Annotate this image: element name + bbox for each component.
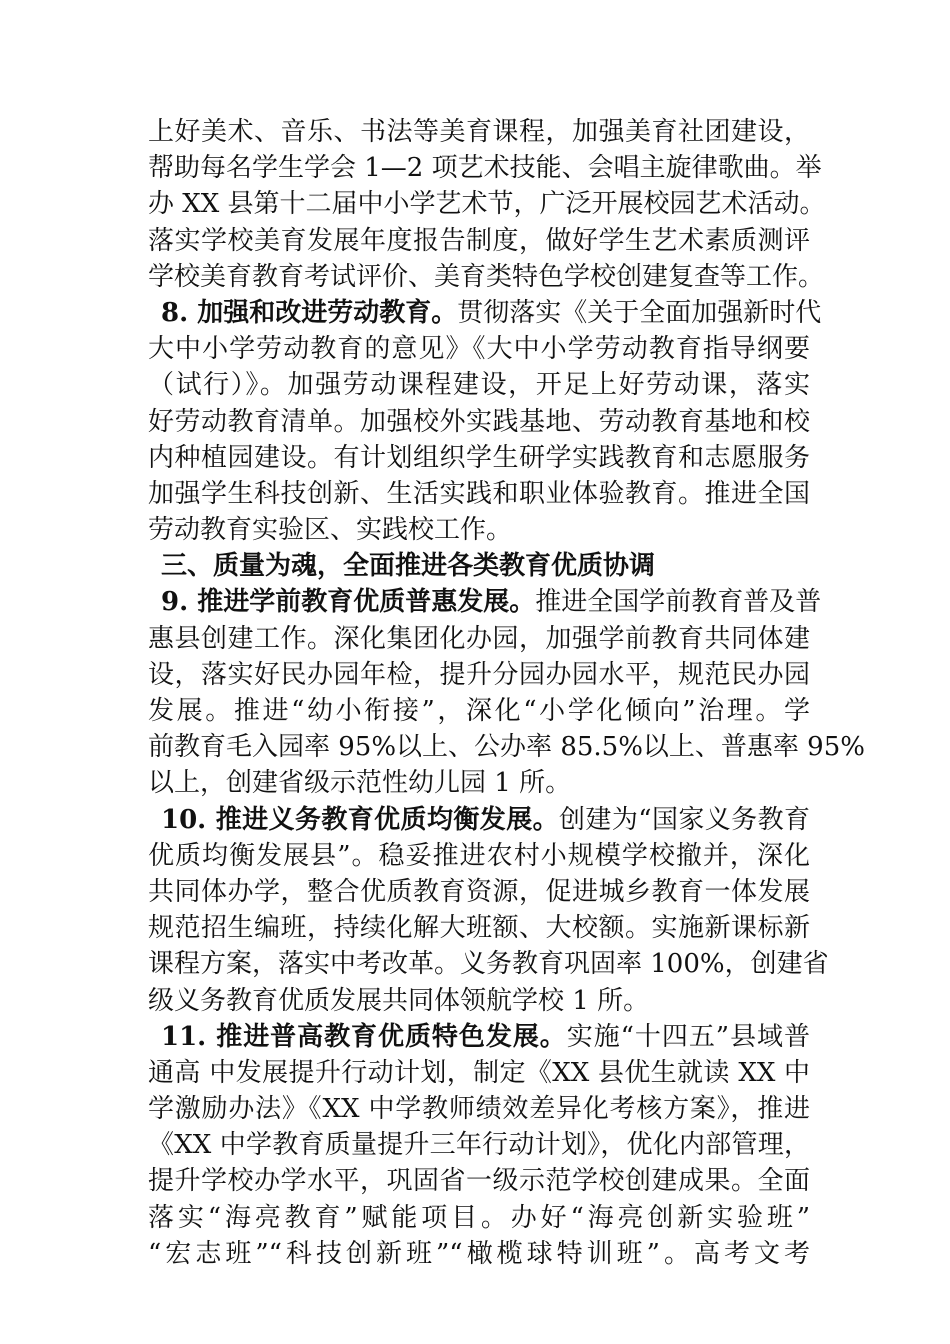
text-line xyxy=(148,259,825,295)
text-line xyxy=(148,693,810,729)
body-text: 内种植园建设。有计划组织学生研学实践教育和志愿服务 xyxy=(148,442,810,473)
text-line xyxy=(148,657,810,693)
body-text: 学校美育教育考试评价、美育类特色学校创建复查等工作。 xyxy=(148,261,825,292)
body-text: （试行）》。加强劳动课程建设，开足上好劳动课，落实 xyxy=(148,370,810,401)
body-text: 创建为“国家义务教育 xyxy=(559,804,810,835)
body-text: 劳动教育实验区、实践校工作。 xyxy=(148,515,513,546)
body-text: 贯彻落实《关于全面加强新时代 xyxy=(457,297,822,328)
text-line xyxy=(148,802,810,838)
text-line xyxy=(148,765,810,801)
body-text: 帮助每名学生学会 1—2 项艺术技能、会唱主旋律歌曲。举 xyxy=(148,153,822,184)
text-line xyxy=(148,874,810,910)
body-text: 通高 中发展提升行动计划，制定《XX 县优生就读 XX 中 xyxy=(148,1057,810,1088)
text-line xyxy=(148,331,810,367)
body-text: 设，落实好民办园年检，提升分园办园水平，规范民办园 xyxy=(148,659,810,690)
body-text: 优质均衡发展县”。稳妥推进农村小规模学校撤并，深化 xyxy=(148,840,810,871)
text-line xyxy=(148,440,810,476)
text-line xyxy=(148,476,810,512)
body-text: 上好美术、音乐、书法等美育课程，加强美育社团建设， xyxy=(148,117,810,147)
text-line xyxy=(148,910,810,946)
text-line xyxy=(148,1019,810,1055)
text-line xyxy=(148,1200,810,1236)
body-text: 学激励办法》《XX 中学教师绩效差异化考核方案》，推进 xyxy=(148,1094,810,1125)
body-text: 落实“海亮教育”赋能项目。办好“海亮创新实验班” xyxy=(148,1202,810,1233)
text-line xyxy=(148,1236,810,1272)
text-line xyxy=(148,512,810,548)
text-line xyxy=(148,1091,810,1127)
body-text: 办 XX 县第十二届中小学艺术节，广泛开展校园艺术活动。 xyxy=(148,189,826,220)
text-line xyxy=(148,295,822,331)
body-text: 实施“十四五”县域普 xyxy=(566,1021,810,1052)
body-text: 推进全国学前教育普及普 xyxy=(535,587,822,618)
body-text: 加强学生科技创新、生活实践和职业体验教育。推进全国 xyxy=(148,478,810,509)
body-text: 惠县创建工作。深化集团化办园，加强学前教育共同体建 xyxy=(148,623,810,654)
heading-text: 9. 推进学前教育优质普惠发展。 xyxy=(161,587,536,618)
heading-text: 三、质量为魂，全面推进各类教育优质协调 xyxy=(161,551,656,582)
text-line xyxy=(148,150,822,186)
document-page xyxy=(148,114,865,1272)
text-line xyxy=(148,983,810,1019)
body-text: 落实学校美育发展年度报告制度，做好学生艺术素质测评 xyxy=(148,225,810,256)
body-text: 前教育毛入园率 95%以上、公办率 85.5%以上、普惠率 95% xyxy=(148,732,865,763)
body-text: 规范招生编班，持续化解大班额、大校额。实施新课标新 xyxy=(148,913,810,944)
body-text: “宏志班”“科技创新班”“橄榄球特训班”。高考文考 xyxy=(148,1238,810,1269)
heading-text: 11. 推进普高教育优质特色发展。 xyxy=(161,1021,567,1052)
body-text: 大中小学劳动教育的意见》《大中小学劳动教育指导纲要 xyxy=(148,334,810,365)
heading-text: 10. 推进义务教育优质均衡发展。 xyxy=(161,804,560,835)
text-line xyxy=(148,584,822,620)
body-text: 发展。推进“幼小衔接”，深化“小学化倾向”治理。学 xyxy=(148,696,810,726)
body-text: 好劳动教育清单。加强校外实践基地、劳动教育基地和校 xyxy=(148,406,810,437)
heading-text: 8. 加强和改进劳动教育。 xyxy=(161,297,458,328)
text-line xyxy=(148,223,810,259)
body-text: 课程方案，落实中考改革。义务教育巩固率 100%，创建省 xyxy=(148,949,829,980)
text-line xyxy=(148,946,829,982)
body-text: 以上，创建省级示范性幼儿园 1 所。 xyxy=(148,768,572,799)
body-text: 级义务教育优质发展共同体领航学校 1 所。 xyxy=(148,985,650,1016)
text-line xyxy=(148,367,810,403)
text-line xyxy=(148,729,865,765)
body-text: 《XX 中学教育质量提升三年行动计划》，优化内部管理， xyxy=(148,1130,810,1161)
text-line xyxy=(148,1127,810,1163)
text-line xyxy=(148,186,826,222)
text-line xyxy=(148,114,810,150)
text-line xyxy=(148,404,810,440)
body-text: 提升学校办学水平，巩固省一级示范学校创建成果。全面 xyxy=(148,1166,810,1197)
body-text: 共同体办学，整合优质教育资源，促进城乡教育一体发展 xyxy=(148,876,810,907)
text-line xyxy=(148,1163,810,1199)
text-line xyxy=(148,838,810,874)
text-line xyxy=(148,621,810,657)
text-line xyxy=(148,548,810,584)
text-line xyxy=(148,1055,810,1091)
